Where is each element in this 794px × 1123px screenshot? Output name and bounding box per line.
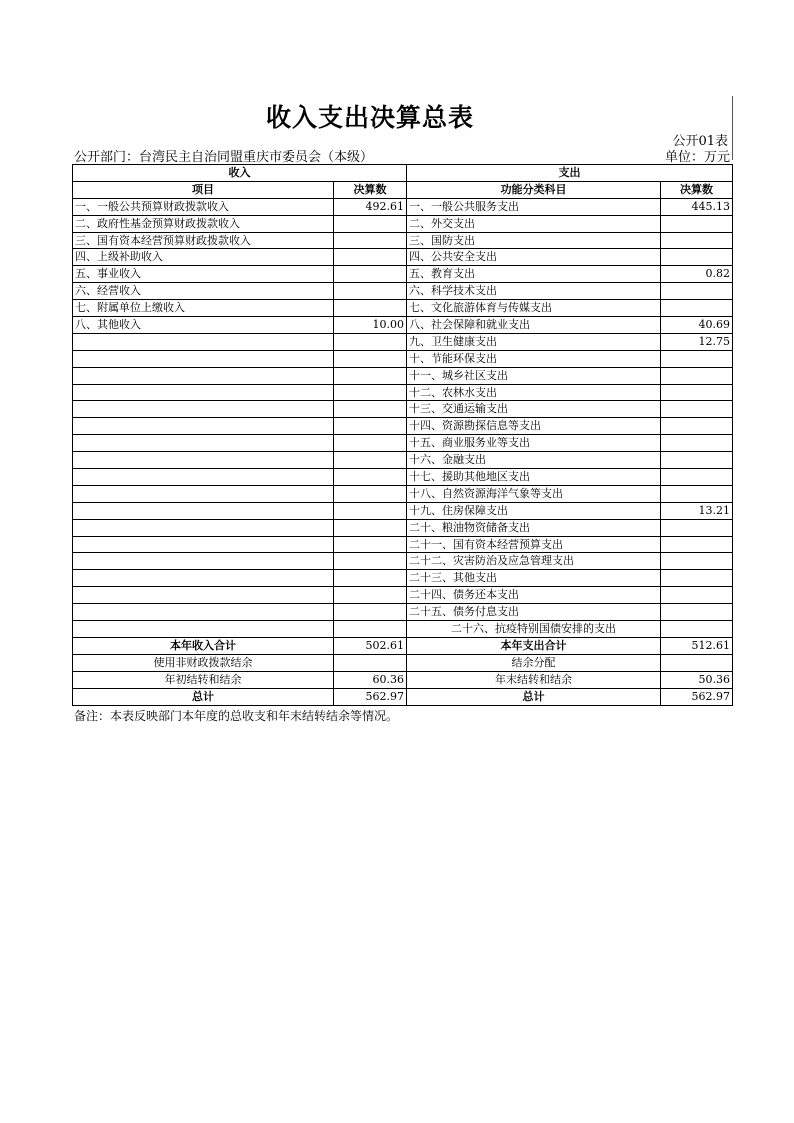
table-row — [73, 469, 733, 486]
expense-amount-cell — [661, 536, 733, 553]
income-amount-cell — [334, 266, 407, 283]
total-row — [73, 688, 733, 705]
expense-item-cell: 八、社会保障和就业支出 — [407, 317, 661, 334]
expense-item-cell: 三、国防支出 — [407, 232, 661, 249]
expense-item-cell: 二十一、国有资本经营预算支出 — [407, 536, 661, 553]
expense-amount-cell — [661, 469, 733, 486]
total-row — [73, 671, 733, 688]
income-amount-cell — [334, 283, 407, 300]
expense-item-cell: 十一、城乡社区支出 — [407, 367, 661, 384]
table-row — [73, 232, 733, 249]
expense-item-cell: 二十三、其他支出 — [407, 570, 661, 587]
table-row — [73, 283, 733, 300]
income-amount-cell — [334, 249, 407, 266]
table-row — [73, 333, 733, 350]
expense-item-cell: 二十二、灾害防治及应急管理支出 — [407, 553, 661, 570]
income-item-cell: 七、附属单位上缴收入 — [73, 300, 334, 317]
section-header-row — [73, 165, 733, 182]
income-item-cell: 五、事业收入 — [73, 266, 334, 283]
income-amount-cell — [334, 435, 407, 452]
table-row — [73, 570, 733, 587]
table-row — [73, 367, 733, 384]
expense-item-cell: 十八、自然资源海洋气象等支出 — [407, 485, 661, 502]
income-amount-cell — [334, 300, 407, 317]
income-item-cell — [73, 570, 334, 587]
expense-item-cell: 五、教育支出 — [407, 266, 661, 283]
total-income-amount — [334, 654, 407, 671]
expense-amount-cell — [661, 570, 733, 587]
table-number: 公开01表 — [672, 134, 728, 149]
total-income-amount: 60.36 — [334, 671, 407, 688]
page-title: 收入支出决算总表 — [265, 103, 474, 132]
income-amount-cell — [334, 418, 407, 435]
item-column-header: 项目 — [73, 181, 334, 198]
table-row — [73, 502, 733, 519]
amount-column-header: 决算数 — [334, 181, 407, 198]
income-amount-cell — [334, 384, 407, 401]
income-amount-cell — [334, 536, 407, 553]
expense-amount-cell — [661, 350, 733, 367]
income-item-cell: 四、上级补助收入 — [73, 249, 334, 266]
expense-item-cell: 二十、粮油物资储备支出 — [407, 519, 661, 536]
income-section-header: 收入 — [73, 165, 407, 182]
income-amount-cell — [334, 333, 407, 350]
table-row — [73, 266, 733, 283]
table-row — [73, 215, 733, 232]
total-row — [73, 637, 733, 654]
table-row — [73, 300, 733, 317]
expense-amount-cell — [661, 232, 733, 249]
expense-item-cell: 十、节能环保支出 — [407, 350, 661, 367]
table-row — [73, 249, 733, 266]
income-amount-cell — [334, 604, 407, 621]
table-row — [73, 401, 733, 418]
income-amount-cell — [334, 452, 407, 469]
income-item-cell — [73, 384, 334, 401]
table-row — [73, 553, 733, 570]
table-row — [73, 198, 733, 215]
expense-amount-cell: 445.13 — [661, 198, 733, 215]
expense-item-cell: 四、公共安全支出 — [407, 249, 661, 266]
table-row — [73, 418, 733, 435]
expense-amount-cell — [661, 519, 733, 536]
income-amount-cell — [334, 232, 407, 249]
income-item-cell — [73, 367, 334, 384]
expense-amount-cell — [661, 401, 733, 418]
expense-amount-cell — [661, 604, 733, 621]
expense-amount-cell — [661, 215, 733, 232]
table-row — [73, 621, 733, 638]
expense-item-cell: 十七、援助其他地区支出 — [407, 469, 661, 486]
expense-amount-cell: 0.82 — [661, 266, 733, 283]
expense-amount-cell: 40.69 — [661, 317, 733, 334]
expense-amount-cell — [661, 435, 733, 452]
income-item-cell — [73, 469, 334, 486]
income-amount-cell — [334, 350, 407, 367]
total-income-amount: 502.61 — [334, 637, 407, 654]
amount2-column-header: 决算数 — [661, 181, 733, 198]
footnote: 备注：本表反映部门本年度的总收支和年末结转结余等情况。 — [74, 709, 399, 723]
table-row — [73, 317, 733, 334]
expense-item-cell: 十六、金融支出 — [407, 452, 661, 469]
table-row — [73, 536, 733, 553]
expense-amount-cell — [661, 300, 733, 317]
total-expense-amount — [661, 654, 733, 671]
department-label: 公开部门：台湾民主自治同盟重庆市委员会（本级） — [74, 150, 374, 165]
expense-amount-cell — [661, 452, 733, 469]
unit-label: 单位：万元 — [664, 150, 730, 165]
total-income-label: 总计 — [73, 688, 334, 705]
expense-item-cell: 六、科学技术支出 — [407, 283, 661, 300]
income-item-cell — [73, 519, 334, 536]
income-item-cell — [73, 452, 334, 469]
table-row — [73, 350, 733, 367]
table-row — [73, 384, 733, 401]
expense-amount-cell — [661, 587, 733, 604]
table-row — [73, 435, 733, 452]
expense-amount-cell — [661, 553, 733, 570]
total-expense-amount: 50.36 — [661, 671, 733, 688]
income-item-cell — [73, 502, 334, 519]
func-item-column-header: 功能分类科目 — [407, 181, 661, 198]
income-item-cell — [73, 536, 334, 553]
expense-item-cell: 一、一般公共服务支出 — [407, 198, 661, 215]
income-item-cell — [73, 333, 334, 350]
expense-amount-cell — [661, 249, 733, 266]
income-amount-cell — [334, 215, 407, 232]
total-expense-label: 本年支出合计 — [407, 637, 661, 654]
income-amount-cell — [334, 502, 407, 519]
total-expense-label: 总计 — [407, 688, 661, 705]
expense-item-cell: 十四、资源勘探信息等支出 — [407, 418, 661, 435]
income-item-cell — [73, 621, 334, 638]
total-expense-label: 结余分配 — [407, 654, 661, 671]
expense-item-cell: 七、文化旅游体育与传媒支出 — [407, 300, 661, 317]
expense-amount-cell: 13.21 — [661, 502, 733, 519]
total-row — [73, 654, 733, 671]
income-item-cell — [73, 401, 334, 418]
income-amount-cell — [334, 570, 407, 587]
table-row — [73, 587, 733, 604]
income-item-cell: 三、国有资本经营预算财政拨款收入 — [73, 232, 334, 249]
expense-amount-cell — [661, 384, 733, 401]
income-item-cell: 八、其他收入 — [73, 317, 334, 334]
expense-amount-cell — [661, 418, 733, 435]
total-expense-amount: 512.61 — [661, 637, 733, 654]
total-income-label: 年初结转和结余 — [73, 671, 334, 688]
expense-item-cell: 二十六、抗疫特别国债安排的支出 — [407, 621, 661, 638]
expense-item-cell: 二十五、债务付息支出 — [407, 604, 661, 621]
income-item-cell — [73, 587, 334, 604]
expense-item-cell: 十九、住房保障支出 — [407, 502, 661, 519]
income-amount-cell — [334, 401, 407, 418]
expense-amount-cell — [661, 485, 733, 502]
expense-amount-cell — [661, 367, 733, 384]
income-item-cell — [73, 350, 334, 367]
income-amount-cell: 492.61 — [334, 198, 407, 215]
income-item-cell: 六、经营收入 — [73, 283, 334, 300]
income-amount-cell — [334, 469, 407, 486]
table-row — [73, 452, 733, 469]
income-item-cell — [73, 418, 334, 435]
expense-amount-cell — [661, 283, 733, 300]
income-amount-cell: 10.00 — [334, 317, 407, 334]
income-item-cell: 二、政府性基金预算财政拨款收入 — [73, 215, 334, 232]
income-amount-cell — [334, 587, 407, 604]
income-amount-cell — [334, 485, 407, 502]
income-item-cell — [73, 553, 334, 570]
column-header-row — [73, 181, 733, 198]
expense-item-cell: 二十四、债务还本支出 — [407, 587, 661, 604]
income-expense-table — [72, 164, 733, 706]
table-row — [73, 519, 733, 536]
expense-item-cell: 九、卫生健康支出 — [407, 333, 661, 350]
income-amount-cell — [334, 553, 407, 570]
total-expense-label: 年末结转和结余 — [407, 671, 661, 688]
income-amount-cell — [334, 621, 407, 638]
total-expense-amount: 562.97 — [661, 688, 733, 705]
income-amount-cell — [334, 367, 407, 384]
income-item-cell — [73, 435, 334, 452]
total-income-amount: 562.97 — [334, 688, 407, 705]
table-row — [73, 485, 733, 502]
expense-amount-cell — [661, 621, 733, 638]
income-item-cell: 一、一般公共预算财政拨款收入 — [73, 198, 334, 215]
total-income-label: 本年收入合计 — [73, 637, 334, 654]
table-row — [73, 604, 733, 621]
income-amount-cell — [334, 519, 407, 536]
income-item-cell — [73, 485, 334, 502]
expense-item-cell: 十三、交通运输支出 — [407, 401, 661, 418]
expense-item-cell: 十二、农林水支出 — [407, 384, 661, 401]
expense-section-header: 支出 — [407, 165, 733, 182]
expense-amount-cell: 12.75 — [661, 333, 733, 350]
total-income-label: 使用非财政拨款结余 — [73, 654, 334, 671]
income-item-cell — [73, 604, 334, 621]
expense-item-cell: 十五、商业服务业等支出 — [407, 435, 661, 452]
expense-item-cell: 二、外交支出 — [407, 215, 661, 232]
